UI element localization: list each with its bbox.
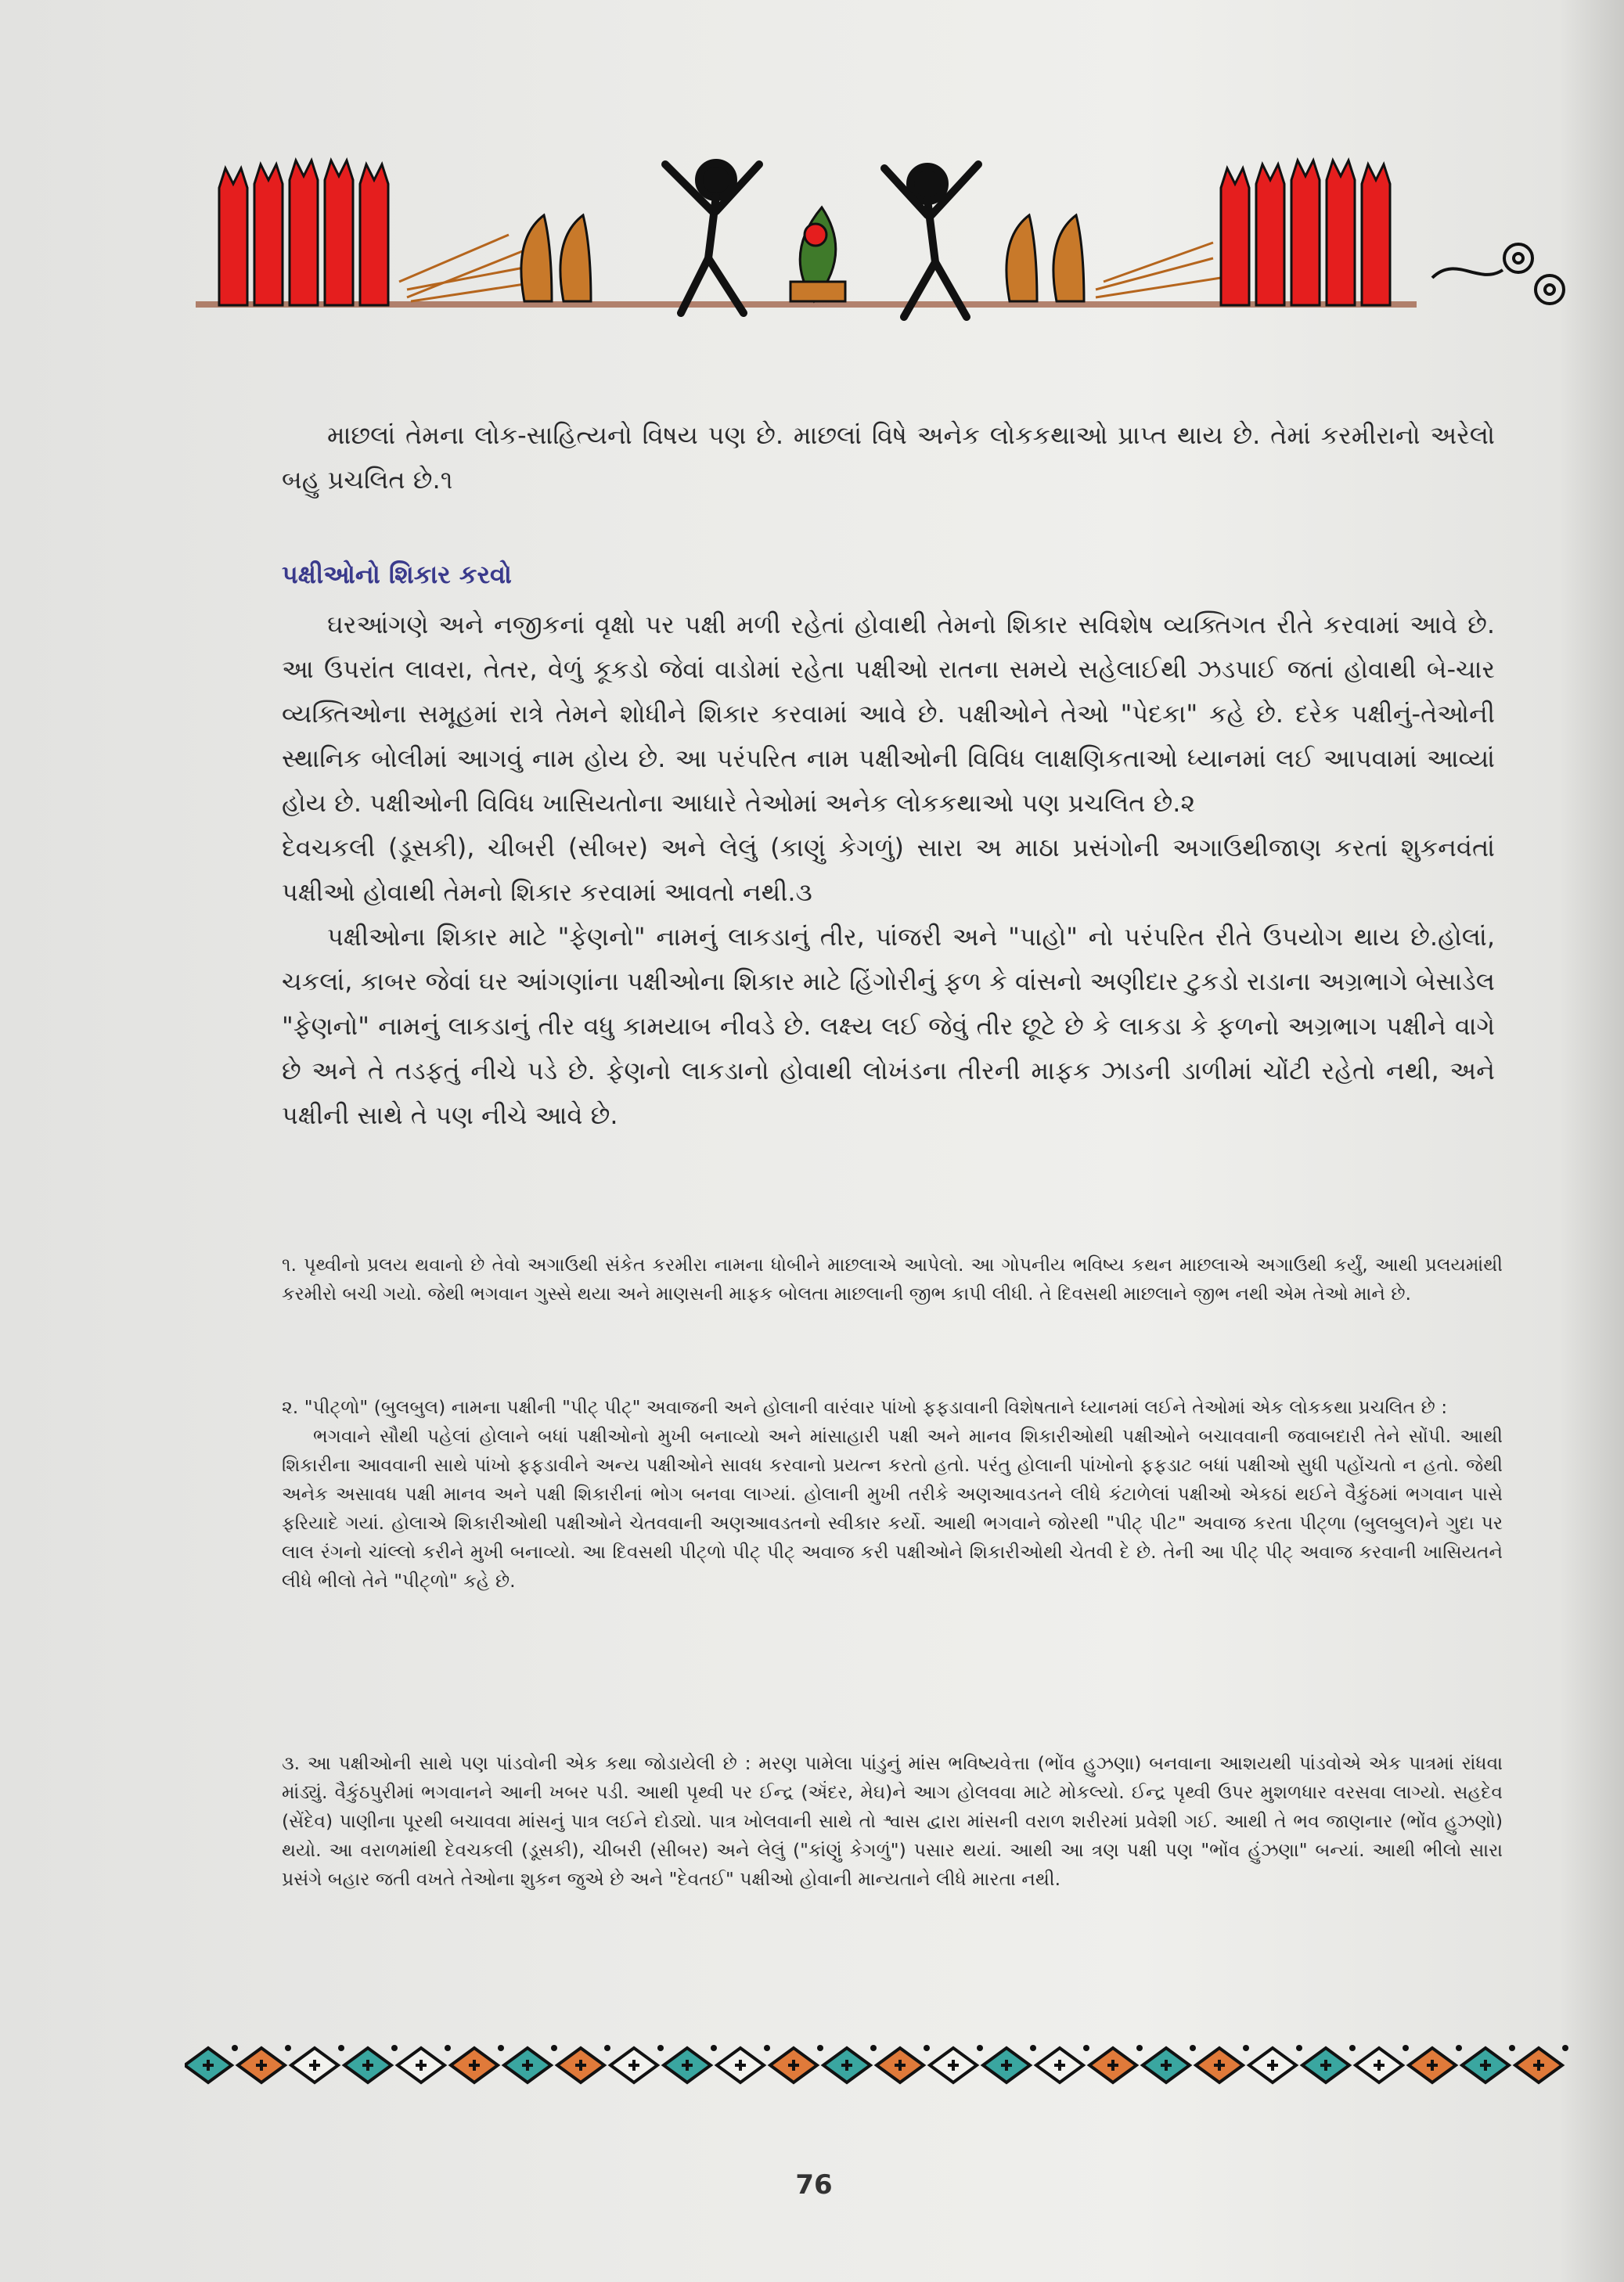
border-dot xyxy=(870,2045,877,2051)
scroll-flourish-icon xyxy=(1432,244,1564,304)
footnote-2 xyxy=(282,1393,1503,1596)
border-dot xyxy=(924,2045,930,2051)
footnote-3 xyxy=(282,1749,1503,1894)
left-birds xyxy=(521,215,591,301)
border-dot xyxy=(1509,2045,1515,2051)
decorative-diamond-border xyxy=(185,2032,1593,2095)
folk-art-header-illustration xyxy=(196,133,1573,337)
dancing-figure-left xyxy=(665,163,759,313)
page-number: 76 xyxy=(795,2169,833,2201)
footnote-3-text: ૩. આ પક્ષીઓની સાથે પણ પાંડવોની એક કથા જોડાયેલી છે : મરણ પામેલા પાંડુનું માંસ ભવિષ્યવેત્તા (ભોંવ હુઝણા) બનવાના આશયથી પાંડવોએ એક પાત્રમાં રાંધવા માંડ્યું. વૈકુંઠપુરીમાં ભગવાનને આની ખબર પડી. આથી પૃથ્વી પર ઈન્દ્ર (ઍંદર, મેઘ)ને આગ હોલવવા માટે મોકલ્યો. ઈન્દ્ર પૃથ્વી ઉપર મુશળધાર વરસવા લાગ્યો. સહદેવ (સેંદેવ) પાણીના પૂરથી બચાવવા માંસનું પાત્ર લઈને દોડ્યો. પાત્ર ખોલવાની સાથે તો શ્વાસ દ્વારા માંસની વરાળ શરીરમાં પ્રવેશી ગઈ. આથી તે ભવ જાણનાર (ભોંવ હુઝણો) થયો. આ વરાળમાંથી દેવચકલી (ડૂસકી), ચીબરી (સીબર) અને લેલું ("કાંણું કેગળું") પસાર થયાં. આથી આ ત્રણ પક્ષી પણ "ભોંવ હુંઝણા" બન્યાં. આથી ભીલો સારા પ્રસંગે બહાર જતી વખતે તેઓના શુકન જુએ છે અને "દેવતઈ" પક્ષીઓ હોવાની માન્યતાને લીધે મારતા નથી. xyxy=(282,1752,1503,1890)
paragraph-2: દેવચકલી (ડૂસકી), ચીબરી (સીબર) અને લેલું (કાણું કેગળું) સારા અ માઠા પ્રસંગોની અગાઉથીજાણ કરતાં શુકનવંતાં પક્ષીઓ હોવાથી તેમનો શિકાર કરવામાં આવતો નથી.૩ xyxy=(282,833,1495,907)
left-red-figures xyxy=(219,160,388,305)
border-dot xyxy=(1243,2045,1249,2051)
right-red-figures xyxy=(1221,160,1390,305)
footnote-1-text: ૧. પૃથ્વીનો પ્રલય થવાનો છે તેવો અગાઉથી સંકેત કરમીરા નામના ધોબીને માછલાએ આપેલો. આ ગોપનીય ભવિષ્ય કથન માછલાએ અગાઉથી કર્યું, આથી પ્રલયમાંથી કરમીરો બચી ગયો. જેથી ભગવાન ગુસ્સે થયા અને માણસની માફક બોલતા માછલાની જીભ કાપી લીધી. તે દિવસથી માછલાને જીભ નથી એમ તેઓ માને છે. xyxy=(282,1254,1503,1305)
paragraph-3: પક્ષીઓના શિકાર માટે "ફેણનો" નામનું લાકડાનું તીર, પાંજરી અને "પાહો" નો પરંપરિત રીતે ઉપયોગ થાય છે.હોલાં, ચકલાં, કાબર જેવાં ઘર આંગણાંના પક્ષીઓના શિકાર માટે હિંગોરીનું ફળ કે વાંસનો અણીદાર ટુકડો રાડાના અગ્રભાગે બેસાડેલ "ફેણનો" નામનું લાકડાનું તીર વધુ કામયાબ નીવડે છે. લક્ષ્ય લઈ જેવું તીર છૂટે છે કે લાકડા કે ફળનો અગ્રભાગ પક્ષીને વાગે છે અને તે તડફતું નીચે પડે છે. ફેણનો લાકડાનો હોવાથી લોખંડના તીરની માફક ઝાડની ડાળીમાં ચોંટી રહેતો નથી, અને પક્ષીની સાથે તે પણ નીચે આવે છે. xyxy=(282,922,1495,1130)
intro-paragraph: માછલાં તેમના લોક-સાહિત્યનો વિષય પણ છે. માછલાં વિષે અનેક લોકકથાઓ પ્રાપ્ત થાય છે. તેમાં કરમીરાનો અરેલો બહુ પ્રચલિત છે.૧ xyxy=(282,420,1495,495)
right-birds xyxy=(1006,215,1084,301)
border-dot xyxy=(445,2045,451,2051)
border-dot xyxy=(657,2045,664,2051)
border-dot xyxy=(232,2045,238,2051)
border-dot xyxy=(1296,2045,1302,2051)
center-plant xyxy=(790,207,845,301)
left-wheat-sheaf xyxy=(399,235,540,301)
border-dot xyxy=(1403,2045,1409,2051)
paragraph-1: ઘરઆંગણે અને નજીકનાં વૃક્ષો પર પક્ષી મળી રહેતાં હોવાથી તેમનો શિકાર સવિશેષ વ્યક્તિગત રીતે કરવામાં આવે છે. આ ઉપરાંત લાવરા, તેતર, વેળું કૂકડો જેવાં વાડોમાં રહેતા પક્ષીઓ રાતના સમયે સહેલાઈથી ઝડપાઈ જતાં હોવાથી બે-ચાર વ્યક્તિઓના સમૂહમાં રાત્રે તેમને શોધીને શિકાર કરવામાં આવે છે. પક્ષીઓને તેઓ "પેદકા" કહે છે. દરેક પક્ષીનું-તેઓની સ્થાનિક બોલીમાં આગવું નામ હોય છે. આ પરંપરિત નામ પક્ષીઓની વિવિધ લાક્ષણિકતાઓ ધ્યાનમાં લઈ આપવામાં આવ્યાં હોય છે. પક્ષીઓની વિવિધ ખાસિયતોના આધારે તેઓમાં અનેક લોકકથાઓ પણ પ્રચલિત છે.૨ xyxy=(282,610,1495,818)
border-dot xyxy=(1190,2045,1196,2051)
main-text-block xyxy=(282,603,1495,1138)
right-wheat-sheaf xyxy=(1096,243,1221,297)
border-dot xyxy=(764,2045,770,2051)
border-dot xyxy=(1456,2045,1462,2051)
border-dot xyxy=(977,2045,983,2051)
footnote-1 xyxy=(282,1251,1503,1308)
border-dot xyxy=(338,2045,344,2051)
border-dot xyxy=(551,2045,557,2051)
intro-paragraph-block xyxy=(282,413,1495,502)
dancing-figure-right xyxy=(884,164,978,317)
border-dot xyxy=(1562,2045,1568,2051)
border-dot xyxy=(711,2045,717,2051)
border-dot xyxy=(1083,2045,1089,2051)
border-dot xyxy=(604,2045,610,2051)
border-dot xyxy=(1136,2045,1143,2051)
footnote-2-body: ભગવાને સૌથી પહેલાં હોલાને બધાં પક્ષીઓનો મુખી બનાવ્યો અને માંસાહારી પક્ષી અને માનવ શિકારીઓથી પક્ષીઓને બચાવવાની જવાબદારી તેને સોંપી. આથી શિકારીના આવવાની સાથે પાંખો ફફડાવીને અન્ય પક્ષીઓને સાવધ કરવાનો પ્રયત્ન કરતો હતો. પરંતુ હોલાની પાંખોનો ફફડાટ બધાં પક્ષીઓ સુધી પહોંચતો ન હતો. જેથી અનેક અસાવધ પક્ષી માનવ અને પક્ષી શિકારીનાં ભોગ બનવા લાગ્યાં. હોલાની મુખી તરીકે અણઆવડતને લીધે કંટાળેલાં પક્ષીઓ એકઠાં થઈને વૈકુંઠમાં ભગવાન પાસે ફરિયાદે ગયાં. હોલાએ શિકારીઓથી પક્ષીઓને ચેતવવાની અણઆવડતનો સ્વીકાર કર્યો. આથી ભગવાને જોરથી "પીટ્ પીટ" અવાજ કરતા પીટ્ળા (બુલબુલ)ને ગુદા પર લાલ રંગનો ચાંલ્લો કરીને મુખી બનાવ્યો. આ દિવસથી પીટ્ળો પીટ્ પીટ્ અવાજ કરી પક્ષીઓને શિકારીઓથી ચેતવી દે છે. તેની આ પીટ્ પીટ્ અવાજ કરવાની ખાસિયતને લીધે ભીલો તેને "પીટ્ળો" કહે છે. xyxy=(282,1425,1503,1592)
border-dot xyxy=(1349,2045,1356,2051)
section-heading: પક્ષીઓનો શિકાર કરવો xyxy=(282,560,512,589)
border-dot xyxy=(285,2045,291,2051)
footnote-2-intro: ૨. "પીટ્ળો" (બુલબુલ) નામના પક્ષીની "પીટ્ પીટ્" અવાજની અને હોલાની વારંવાર પાંખો ફફડાવાની વિશેષતાને ધ્યાનમાં લઈને તેઓમાં એક લોકકથા પ્રચલિત છે : xyxy=(282,1396,1448,1418)
border-dot xyxy=(391,2045,398,2051)
border-dot xyxy=(817,2045,823,2051)
border-dot xyxy=(498,2045,504,2051)
border-dot xyxy=(1030,2045,1036,2051)
